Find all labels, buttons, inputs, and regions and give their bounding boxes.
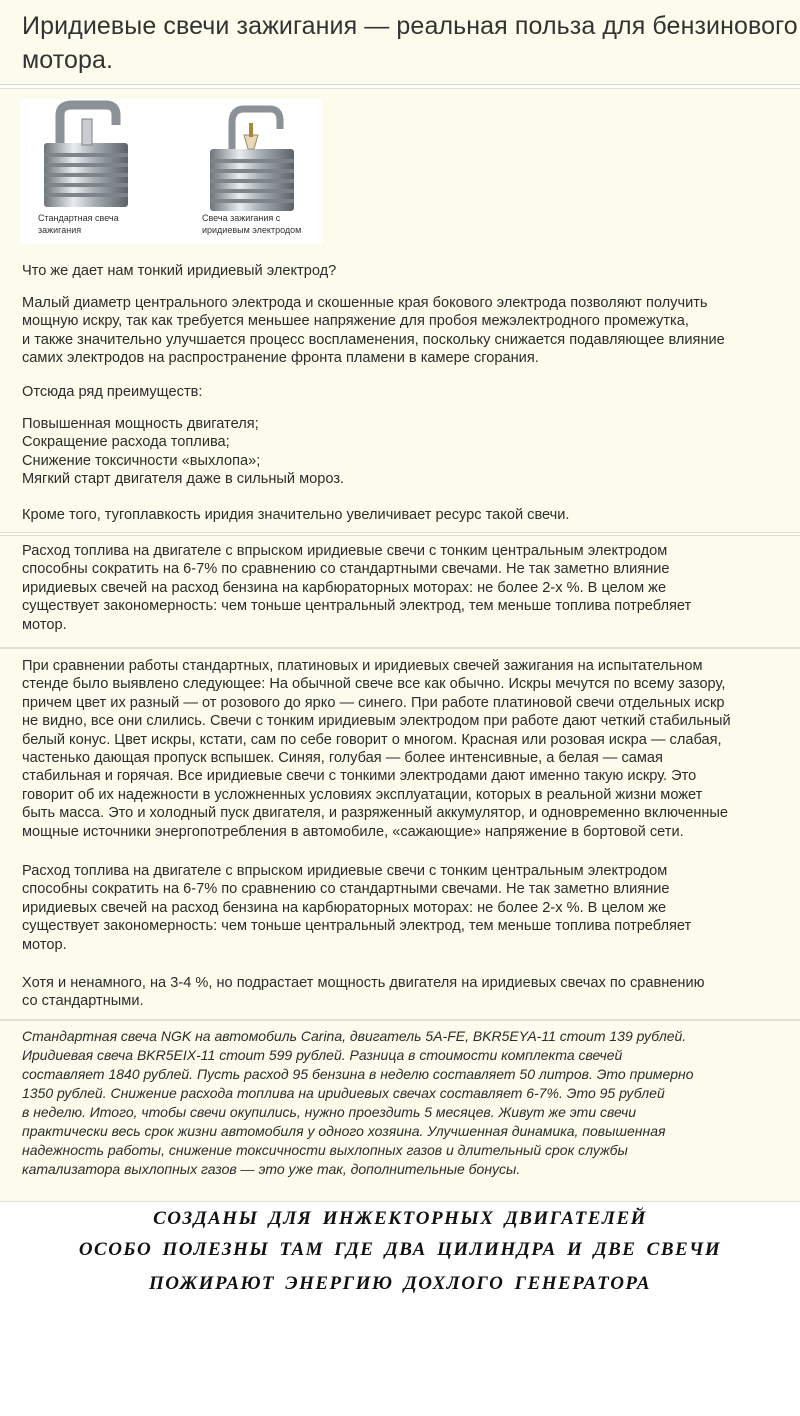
text-line: в неделю. Итого, чтобы свечи окупились, нужно проездить 5 месяцев. Живут же эти свечи (22, 1104, 637, 1120)
resource-note: Кроме того, тугоплавкость иридия значительно увеличивает ресурс такой свечи. (22, 507, 570, 523)
advantage-item: Снижение токсичности «выхлопа»; (22, 452, 261, 469)
text-line: стабильная и горячая. Все иридиевые свечи с тонкими электродами дают именно такую искру. Это (22, 768, 697, 785)
iridium-plug-caption-2: иридиевым электродом (202, 225, 302, 235)
text-line: практически весь срок жизни автомобиля у одного хозяина. Улучшенная динамика, повышенная (22, 1123, 666, 1139)
advantages-list (22, 415, 344, 489)
text-line: способны сократить на 6-7% по сравнению со стандартными свечами. Не так заметно влияние (22, 881, 670, 898)
text-line: и также значительно улучшается процесс воспламенения, поскольку снижается подавляющее влияние (22, 331, 725, 348)
test-paragraph (22, 657, 731, 841)
text-line: быть масса. Это и холодный пуск двигателя, и разряженный аккумулятор, и одновременно включенные (22, 805, 729, 822)
spark-plug-figure (20, 99, 322, 244)
text-line: самих электродов на распространение фронта пламени в камере сгорания. (22, 350, 539, 367)
text-line: При сравнении работы стандартных, платиновых и иридиевых свечей зажигания на испытательном (22, 658, 703, 674)
advantages-header: Отсюда ряд преимуществ: (22, 384, 203, 400)
text-line: Стандартная свеча NGK на автомобиль Carina, двигатель 5A-FE, BKR5EYA-11 стоит 139 рублей. (22, 1028, 687, 1044)
test-comparison-section (0, 648, 800, 1020)
text-line: мощные источники энергопотребления в автомобиле, «сажающие» напряжение в бортовой сети. (22, 823, 684, 840)
text-line: говорит об их надежности в усложненных условиях эксплуатации, которых в реальной жизни может (22, 786, 703, 803)
text-line: частенько дающая пропуск вспышек. Синяя, голубая — более интенсивные, а белая — самая (22, 750, 663, 767)
advantage-item: Мягкий старт двигателя даже в сильный мороз. (22, 471, 345, 488)
text-line: Расход топлива на двигателе с впрыском иридиевые свечи с тонким центральным электродом (22, 863, 668, 879)
text-line: не видно, все они слились. Свечи с тонким иридиевым электродом при работе дают четкий стабильный (22, 713, 731, 730)
standard-spark-plug-icon (44, 105, 128, 207)
text-line: Малый диаметр центрального электрода и скошенные края бокового электрода позволяют получить (22, 295, 708, 311)
fuel-paragraph-repeat (22, 862, 691, 954)
text-line: Расход топлива на двигателе с впрыском иридиевые свечи с тонким центральным электродом (22, 543, 668, 559)
text-line: мотор. (22, 616, 67, 633)
cost-paragraph (22, 1027, 694, 1179)
text-line: стенде было выявлено следующее: На обычной свече все как обычно. Искры мечутся по всему зазору, (22, 676, 726, 693)
text-line: Иридиевая свеча BKR5EIX-11 стоит 599 рублей. Разница в стоимости комплекта свечей (22, 1047, 623, 1063)
text-line: катализатора выхлопных газов — это уже так, дополнительные бонусы. (22, 1161, 521, 1177)
text-line: способны сократить на 6-7% по сравнению со стандартными свечами. Не так заметно влияние (22, 561, 670, 578)
slogan-line-2: ОСОБО ПОЛЕЗНЫ ТАМ ГДЕ ДВА ЦИЛИНДРА И ДВЕ СВЕЧИ (78, 1239, 722, 1260)
text-line: 1350 рублей. Снижение расхода топлива на иридиевых свечах составляет 6-7%. Это 95 рублей (22, 1085, 665, 1101)
title-box (0, 0, 800, 85)
fuel-consumption-section (0, 535, 800, 648)
fuel-paragraph (22, 542, 691, 634)
question-line: Что же дает нам тонкий иридиевый электрод? (22, 263, 337, 279)
text-line: Хотя и ненамного, на 3-4 %, но подрастает мощность двигателя на иридиевых свечах по сравнению (22, 975, 705, 991)
advantage-item: Повышенная мощность двигателя; (22, 416, 259, 432)
text-line: иридиевых свечей на расход бензина на карбюраторных моторах: не более 2-х %. В целом же (22, 579, 667, 596)
text-line: белый конус. Цвет искры, кстати, сам по себе говорит о многом. Красная или розовая искра — слабая, (22, 731, 722, 748)
text-line: существует закономерность: чем тоньше центральный электрод, тем меньше топлива потребляет (22, 918, 692, 935)
text-line: существует закономерность: чем тоньше центральный электрод, тем меньше топлива потребляет (22, 598, 692, 615)
iridium-plug-caption-1: Свеча зажигания с (202, 213, 281, 223)
text-line: иридиевых свечей на расход бензина на карбюраторных моторах: не более 2-х %. В целом же (22, 899, 667, 916)
text-line: мотор. (22, 936, 67, 953)
text-line: составляет 1840 рублей. Пусть расход 95 бензина в неделю составляет 50 литров. Это примерно (22, 1066, 694, 1082)
text-line: со стандартными. (22, 993, 144, 1010)
iridium-spark-plug-icon (210, 109, 294, 211)
text-line: мощную искру, так как требуется меньшее напряжение для пробоя межэлектродного промежутка, (22, 313, 689, 330)
advantage-item: Сокращение расхода топлива; (22, 434, 230, 451)
power-paragraph (22, 974, 705, 1011)
slogan-line-1: СОЗДАНЫ ДЛЯ ИНЖЕКТОРНЫХ ДВИГАТЕЛЕЙ (153, 1208, 647, 1229)
intro-paragraph (22, 294, 725, 368)
text-line: причем цвет их разный — от розового до ярко — синего. При работе платиновой свечи отдельных искр (22, 694, 725, 711)
text-line: надежность работы, снижение токсичности выхлопных газов и длительный срок службы (22, 1142, 628, 1158)
slogan-line-3: ПОЖИРАЮТ ЭНЕРГИЮ ДОХЛОГО ГЕНЕРАТОРА (148, 1273, 652, 1294)
page-title: Иридиевые свечи зажигания — реальная польза для бензинового мотора. (22, 12, 798, 74)
cost-calculation-section (0, 1020, 800, 1202)
standard-plug-caption-1: Стандартная свеча (38, 213, 119, 223)
intro-section (0, 88, 800, 533)
standard-plug-caption-2: зажигания (38, 225, 82, 235)
